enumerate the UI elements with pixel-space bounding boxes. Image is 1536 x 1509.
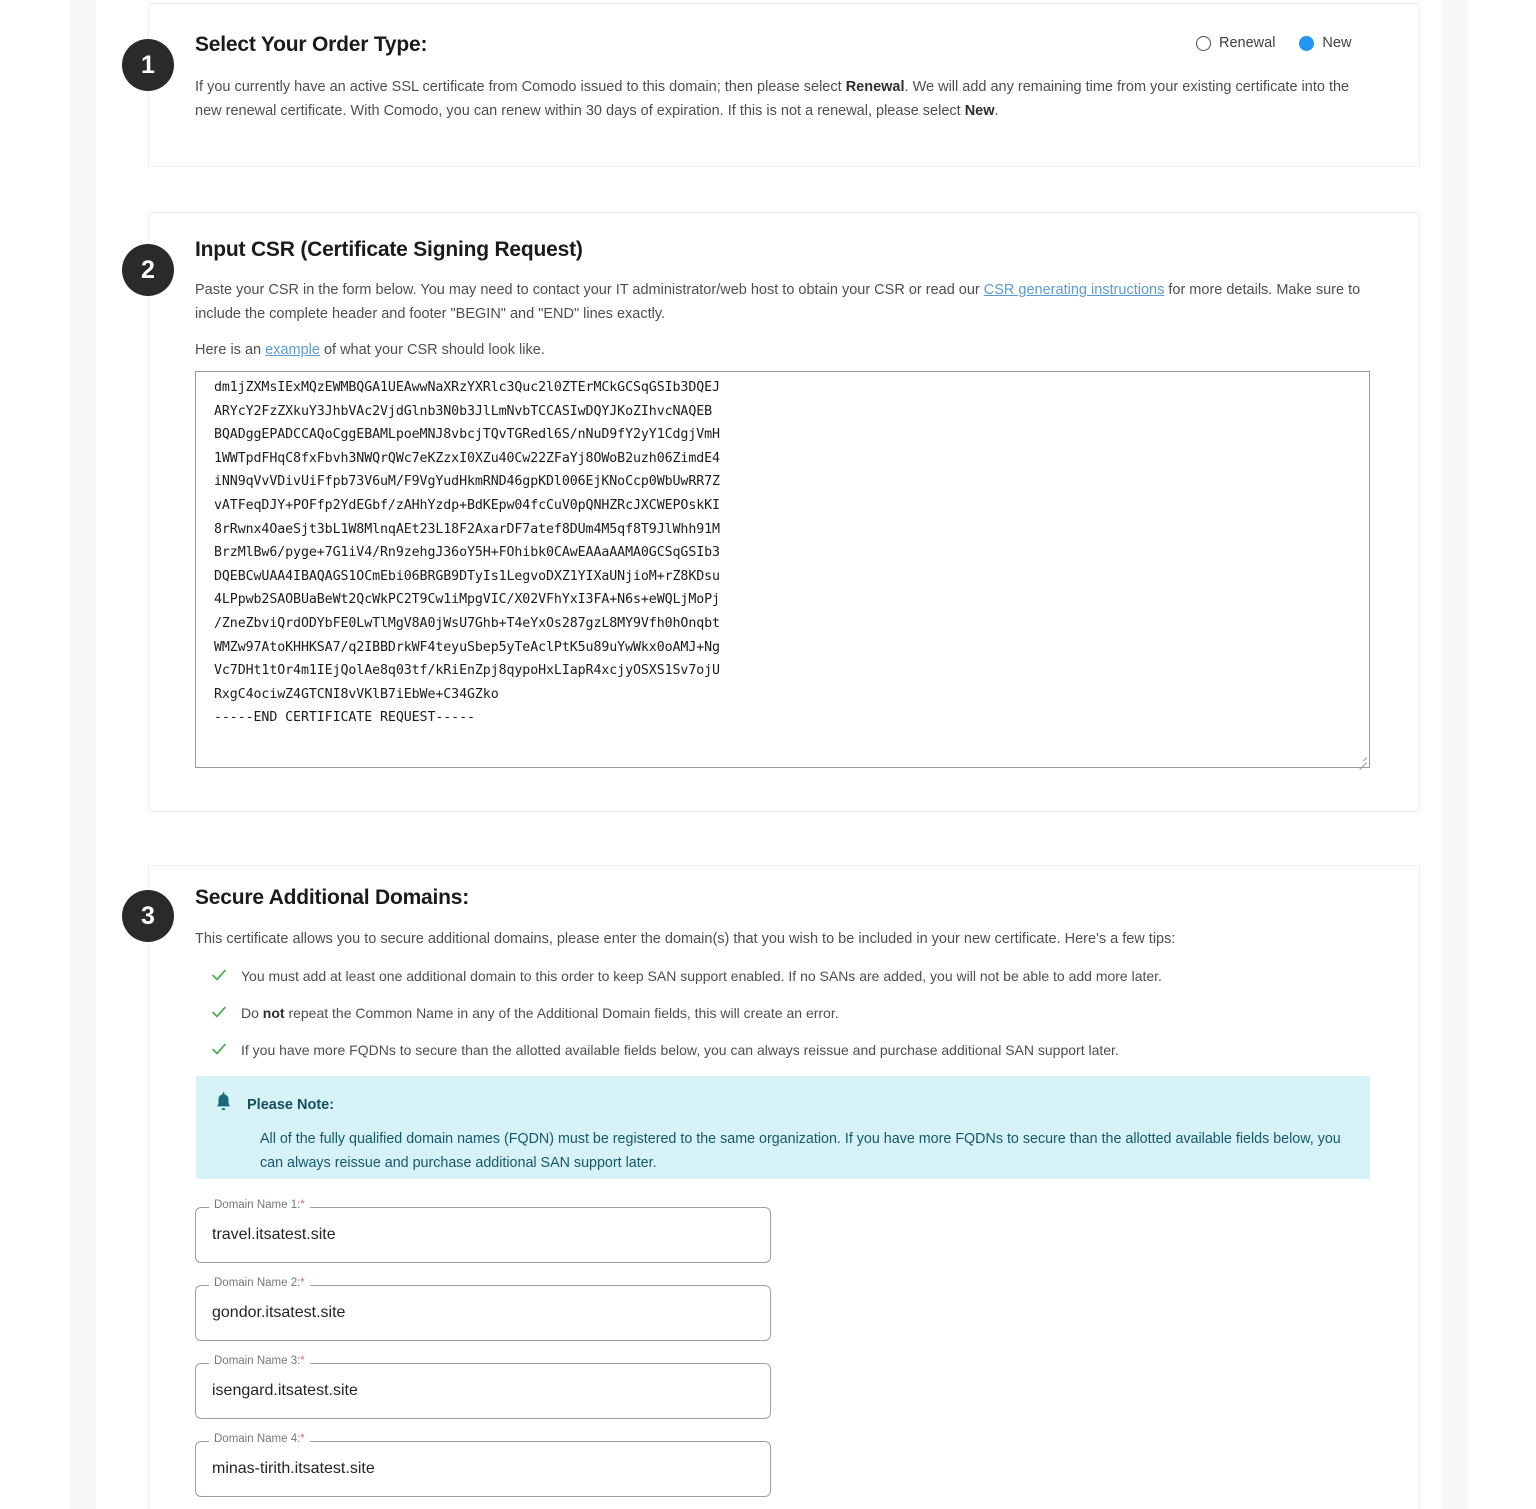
csr-desc-part2: for more details. Make sure to include the complete header and footer "BEGIN" and "END" lines exactly. [195, 282, 1361, 322]
domain-name-input-1[interactable] [196, 1208, 770, 1262]
required-asterisk: * [300, 1355, 305, 1367]
domain-name-input-3[interactable] [196, 1364, 770, 1418]
csr-textarea-wrapper [195, 371, 1370, 768]
radio-label-new: New [1322, 35, 1352, 51]
domain-name-input-4[interactable] [196, 1442, 770, 1496]
please-note-header [214, 1092, 1348, 1117]
domain-name-field-1[interactable] [195, 1199, 771, 1263]
order-type-radio-group[interactable] [1196, 35, 1365, 51]
order-type-description [195, 75, 1370, 123]
page-gutter-left [70, 0, 96, 1509]
required-asterisk: * [300, 1433, 305, 1445]
additional-domains-description: This certificate allows you to secure additional domains, please enter the domain(s) that you wish to be included in your new certificate. Here's a few tips: [195, 931, 1176, 947]
order-type-renewal-bold: Renewal [845, 79, 905, 95]
check-icon [211, 1004, 227, 1025]
order-type-new-bold: New [964, 103, 995, 119]
bell-icon [214, 1092, 233, 1117]
tip-text: If you have more FQDNs to secure than the allotted available fields below, you can always reissue and purchase additional SAN support later. [241, 1042, 1119, 1058]
radio-option-new[interactable] [1299, 35, 1351, 51]
tip-text-before: Do [241, 1005, 263, 1021]
radio-checked-icon[interactable] [1299, 36, 1314, 51]
domain-name-input-2[interactable] [196, 1286, 770, 1340]
order-type-desc-part3: . [994, 103, 999, 119]
step-badge-1: 1 [122, 39, 174, 91]
csr-textarea[interactable] [195, 371, 1370, 768]
please-note-heading: Please Note: [247, 1096, 335, 1113]
additional-domains-title: Secure Additional Domains: [195, 886, 470, 909]
radio-label-renewal: Renewal [1219, 35, 1276, 51]
tip-text-after: repeat the Common Name in any of the Additional Domain fields, this will create an error. [284, 1005, 839, 1021]
tip-text-bold: not [262, 1005, 285, 1021]
csr-generating-instructions-link[interactable]: CSR generating instructions [983, 282, 1165, 298]
order-type-desc-part2: . We will add any remaining time from your existing certificate into the new renewal certificate. With Comodo, you can renew within 30 days of expiration. If this is not a renewal, please select [195, 79, 1350, 119]
check-icon [211, 967, 227, 988]
csr-example-link[interactable]: example [265, 342, 320, 358]
step-badge-2: 2 [122, 244, 174, 296]
csr-desc-part1: Paste your CSR in the form below. You may need to contact your IT administrator/web host to obtain your CSR or read our [195, 282, 984, 298]
tip-item [211, 966, 1162, 988]
tip-item [211, 1040, 1119, 1062]
step-badge-3: 3 [122, 890, 174, 942]
label-text: Domain Name 2: [214, 1277, 301, 1289]
label-text: Domain Name 1: [214, 1199, 301, 1211]
please-note-body: All of the fully qualified domain names (FQDN) must be registered to the same organization. If you have more FQDNs to secure than the allotted available fields below, you can always reissue and purchase additional SAN support later. [260, 1131, 1341, 1171]
domain-name-field-3[interactable] [195, 1355, 771, 1419]
tip-text [241, 1003, 839, 1023]
page-gutter-right [1442, 0, 1468, 1509]
radio-option-renewal[interactable] [1196, 35, 1275, 51]
domain-name-field-2[interactable] [195, 1277, 771, 1341]
csr-example-line [195, 338, 1370, 362]
csr-input-description [195, 278, 1370, 326]
tip-item [211, 1003, 839, 1025]
required-asterisk: * [300, 1199, 305, 1211]
required-asterisk: * [300, 1277, 305, 1289]
radio-unchecked-icon[interactable] [1196, 36, 1211, 51]
label-text: Domain Name 4: [214, 1433, 301, 1445]
check-icon [211, 1041, 227, 1062]
domain-name-field-4[interactable] [195, 1433, 771, 1497]
csr-input-title: Input CSR (Certificate Signing Request) [195, 238, 583, 261]
order-type-desc-part1: If you currently have an active SSL certificate from Comodo issued to this domain; then please select [195, 79, 846, 95]
please-note-box [196, 1076, 1370, 1179]
order-type-title: Select Your Order Type: [195, 33, 428, 56]
label-text: Domain Name 3: [214, 1355, 301, 1367]
csr-example-prefix: Here is an [195, 342, 266, 358]
csr-example-suffix: of what your CSR should look like. [319, 342, 545, 358]
tip-text: You must add at least one additional domain to this order to keep SAN support enabled. If no SANs are added, you will not be able to add more later. [241, 968, 1162, 984]
